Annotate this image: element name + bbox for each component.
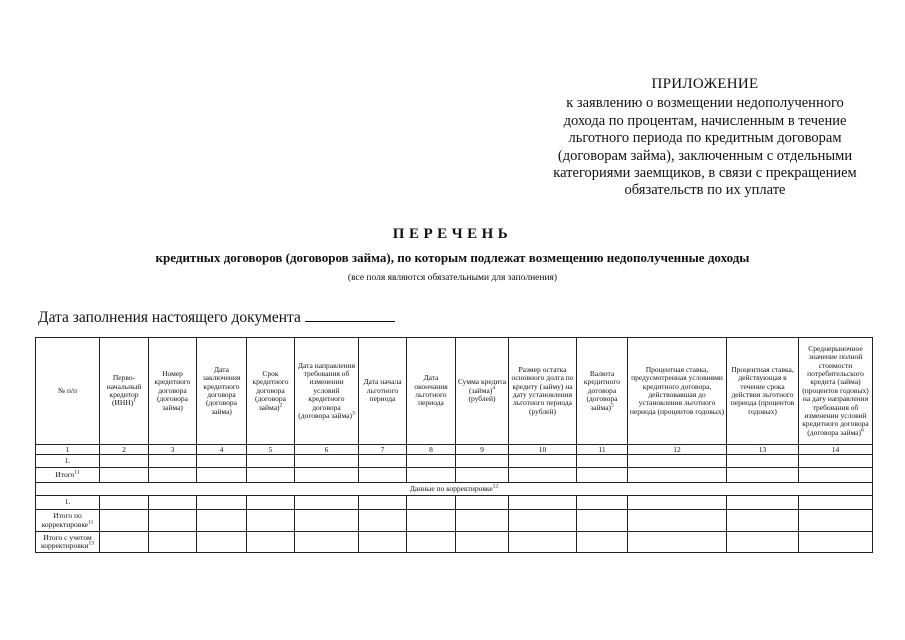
column-number: 7 (359, 445, 407, 455)
appendix-line: категориями заемщиков, в связи с прекращением (553, 165, 857, 182)
data-cell[interactable] (509, 455, 577, 468)
header-cell: Номер кредитного договора (договора займа) (149, 338, 197, 445)
data-cell[interactable] (456, 468, 509, 483)
data-cell[interactable] (197, 496, 247, 510)
data-cell[interactable] (799, 455, 873, 468)
column-number: 8 (407, 445, 456, 455)
data-cell[interactable] (577, 510, 628, 532)
header-cell: Перво-начальный кредитор (ИНН)$^1$ (100, 338, 149, 445)
data-cell[interactable] (197, 455, 247, 468)
data-cell[interactable] (295, 532, 359, 553)
data-cell[interactable] (407, 455, 456, 468)
required-fields-note: (все поля являются обязательными для заполнения) (347, 273, 558, 283)
data-cell[interactable] (799, 510, 873, 532)
data-cell[interactable] (247, 468, 295, 483)
column-number: 9 (456, 445, 509, 455)
row-number-cell: 1. (36, 496, 100, 510)
total-corrections-row (36, 510, 873, 532)
table-row (36, 496, 873, 510)
header-cell: Дата начала льготного периода (359, 338, 407, 445)
data-cell[interactable] (197, 510, 247, 532)
header-cell: Валюта кредитного договора (договора займа)$^5$ (577, 338, 628, 445)
column-number: 11 (577, 445, 628, 455)
header-cell: Размер остатка основного долга по кредиту (займу) на дату установления льготного периода (рублей) (509, 338, 577, 445)
document-subtitle: кредитных договоров (договоров займа), по которым подлежат возмещению недополученные доходы (155, 250, 750, 265)
data-cell[interactable] (577, 532, 628, 553)
data-cell[interactable] (295, 468, 359, 483)
data-cell[interactable] (407, 496, 456, 510)
data-cell[interactable] (456, 532, 509, 553)
data-cell[interactable] (407, 532, 456, 553)
data-cell[interactable] (197, 468, 247, 483)
date-line (38, 307, 395, 327)
total-label-cell: Итого$^{11}$ (36, 468, 100, 483)
data-cell[interactable] (509, 496, 577, 510)
date-label: Дата заполнения настоящего документа (38, 309, 301, 326)
column-number: 4 (197, 445, 247, 455)
data-cell[interactable] (799, 468, 873, 483)
corrections-header-row (36, 483, 873, 496)
appendix-title: ПРИЛОЖЕНИЕ (651, 76, 759, 92)
table-row (36, 455, 873, 468)
appendix-line: льготного периода по кредитным договорам (568, 130, 842, 147)
header-cell: Срок кредитного договора (договора займа)$^2$ (247, 338, 295, 445)
data-cell[interactable] (577, 468, 628, 483)
data-cell[interactable] (197, 532, 247, 553)
data-cell[interactable] (295, 496, 359, 510)
data-cell[interactable] (247, 496, 295, 510)
data-cell[interactable] (359, 532, 407, 553)
data-cell[interactable] (799, 532, 873, 553)
column-number: 3 (149, 445, 197, 455)
data-cell[interactable] (359, 468, 407, 483)
total-row (36, 468, 873, 483)
column-number-row (36, 445, 873, 455)
column-number: 12 (628, 445, 727, 455)
column-number: 13 (727, 445, 799, 455)
data-cell[interactable] (577, 496, 628, 510)
header-cell: Дата направления требования об изменении условий кредитного договора (договора займа)$^3$ (295, 338, 359, 445)
column-number: 14 (799, 445, 873, 455)
data-cell[interactable] (509, 532, 577, 553)
data-cell[interactable] (149, 496, 197, 510)
data-cell[interactable] (247, 455, 295, 468)
credit-contracts-table (35, 337, 873, 553)
header-cell: Сумма кредита (займа)$^4$ (рублей) (456, 338, 509, 445)
header-cell: № п/п (36, 338, 100, 445)
data-cell[interactable] (149, 468, 197, 483)
column-number: 2 (100, 445, 149, 455)
appendix-line: (договорам займа), заключенным с отдельными (557, 147, 853, 164)
header-cell: Процентная ставка, действующая в течение срока действия льготного периода (процентов годовых) (727, 338, 799, 445)
total-with-corrections-row (36, 532, 873, 553)
data-cell[interactable] (149, 455, 197, 468)
date-blank-field[interactable] (305, 307, 395, 322)
data-cell[interactable] (359, 455, 407, 468)
data-cell[interactable] (628, 455, 727, 468)
column-number: 1 (36, 445, 100, 455)
data-cell[interactable] (509, 468, 577, 483)
data-cell[interactable] (407, 468, 456, 483)
data-cell[interactable] (359, 510, 407, 532)
data-cell[interactable] (149, 532, 197, 553)
data-cell[interactable] (407, 510, 456, 532)
appendix-block (520, 76, 890, 200)
data-cell[interactable] (247, 532, 295, 553)
header-cell: Среднерыночное значение полной стоимости потребительского кредита (займа) (процентов годовых) на дату направления требования об изменении условий кредитного договора (договора займа)$^6$ (799, 338, 873, 445)
column-number: 5 (247, 445, 295, 455)
data-cell[interactable] (149, 510, 197, 532)
data-cell[interactable] (456, 496, 509, 510)
data-cell[interactable] (100, 455, 149, 468)
document-title: ПЕРЕЧЕНЬ (392, 226, 513, 242)
data-cell[interactable] (628, 468, 727, 483)
header-cell: Дата заключения кредитного договора (договора займа) (197, 338, 247, 445)
total-corrections-label-cell: Итого по корректировке$^{11}$ (36, 510, 100, 532)
data-cell[interactable] (509, 510, 577, 532)
data-cell[interactable] (727, 468, 799, 483)
header-cell: Процентная ставка, предусмотренная условиями кредитного договора, действовавшая до установления льготного периода (процентов годовых) (628, 338, 727, 445)
data-cell[interactable] (100, 532, 149, 553)
column-number: 6 (295, 445, 359, 455)
data-cell[interactable] (295, 455, 359, 468)
data-cell[interactable] (628, 510, 727, 532)
data-cell[interactable] (577, 455, 628, 468)
appendix-line: к заявлению о возмещении недополученного (566, 95, 844, 112)
appendix-line: дохода по процентам, начисленным в течение (563, 112, 847, 129)
data-cell[interactable] (799, 496, 873, 510)
data-cell[interactable] (100, 510, 149, 532)
corrections-label-cell: Данные по корректировке$^{12}$ (36, 483, 873, 496)
data-cell[interactable] (359, 496, 407, 510)
total-with-corrections-label-cell: Итого с учетом корректировки$^{13}$ (36, 532, 100, 553)
data-cell[interactable] (727, 496, 799, 510)
data-cell[interactable] (628, 532, 727, 553)
data-cell[interactable] (727, 510, 799, 532)
data-cell[interactable] (456, 455, 509, 468)
header-row (36, 338, 873, 445)
row-number-cell: 1. (36, 455, 100, 468)
data-cell[interactable] (456, 510, 509, 532)
appendix-line: обязательств по их уплате (624, 182, 786, 199)
data-cell[interactable] (295, 510, 359, 532)
data-cell[interactable] (628, 496, 727, 510)
data-cell[interactable] (247, 510, 295, 532)
data-cell[interactable] (100, 496, 149, 510)
data-cell[interactable] (727, 532, 799, 553)
column-number: 10 (509, 445, 577, 455)
data-cell[interactable] (100, 468, 149, 483)
header-cell: Дата окончания льготного периода (407, 338, 456, 445)
data-cell[interactable] (727, 455, 799, 468)
